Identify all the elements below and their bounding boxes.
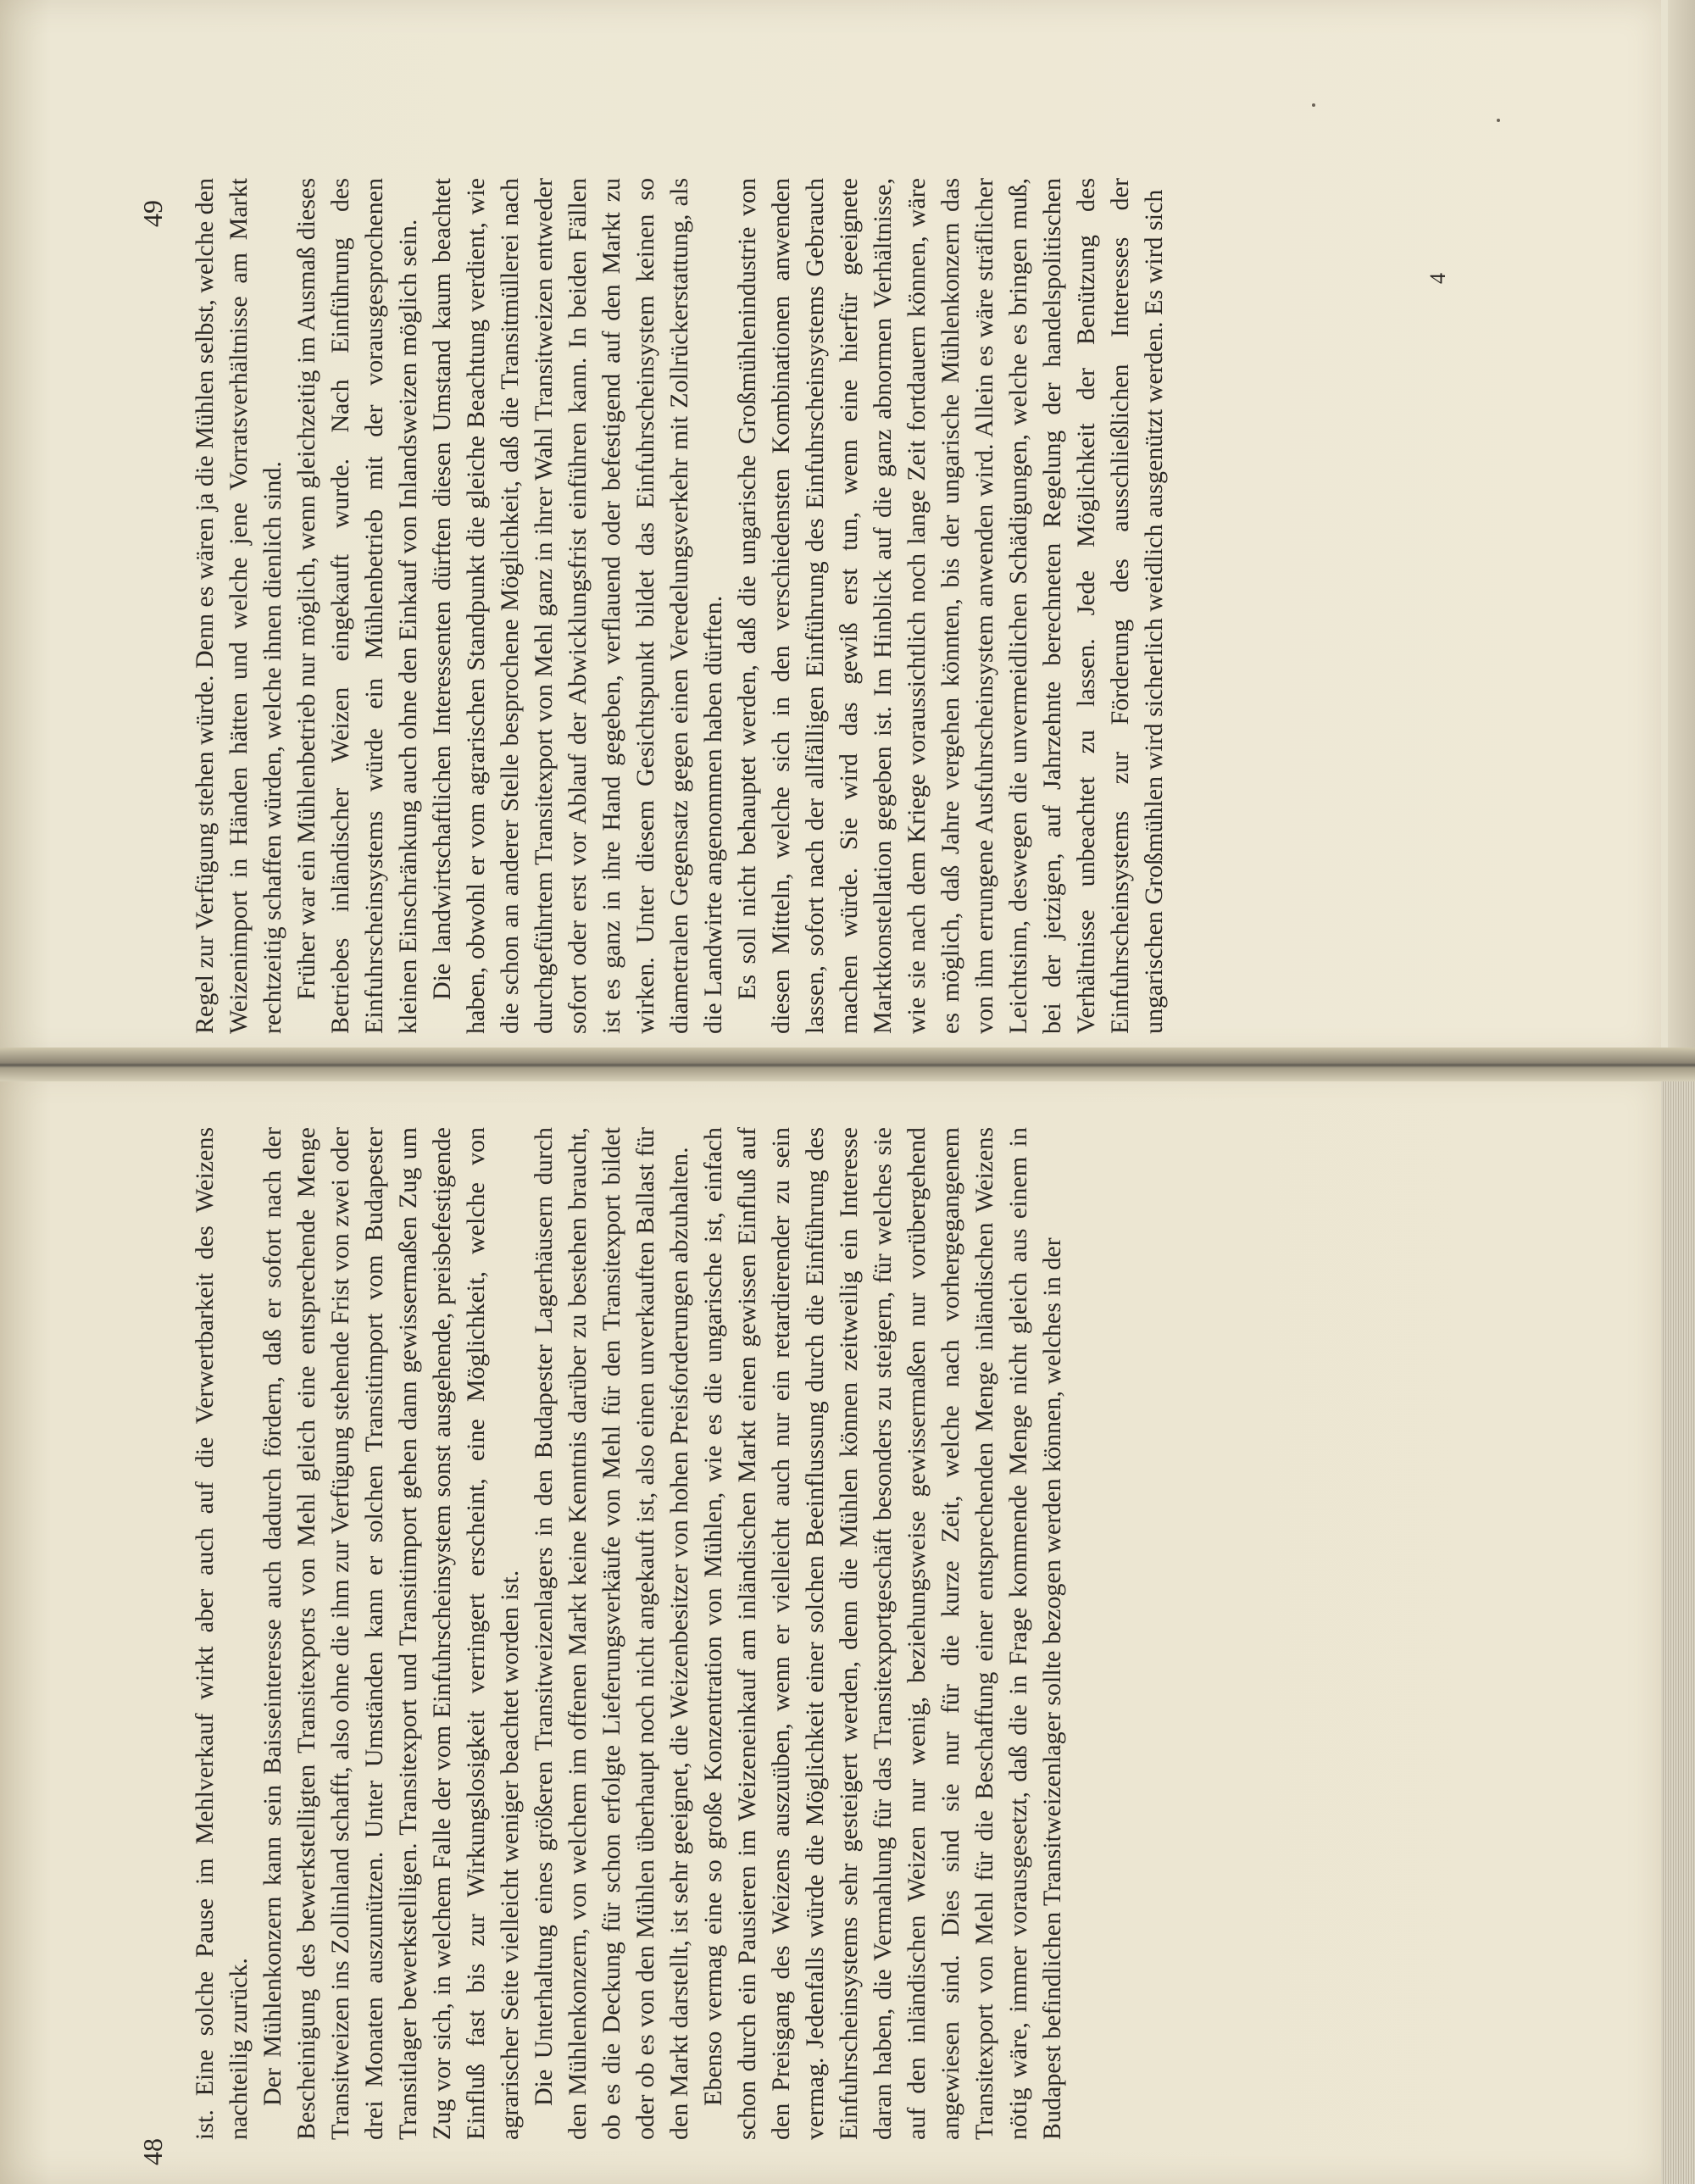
paragraph: Der Mühlenkonzern kann sein Baisseinteresse auch dadurch fördern, daß er sofort nach der Bescheinigung des bewerkstelligten Transitexports von Mehl gleich eine entsprechende Menge Transitweizen ins Zollinland schafft, also ohne die ihm zur Verfügung stehende Frist von zwei oder drei Monaten auszunützen. Unter Umständen kann er solchen Transitimport vom Budapester Transitlager bewerkstelligen. Transitexport und Transitimport gehen dann gewissermaßen Zug um Zug vor sich, in welchem Falle der vom Einfuhrscheinsystem sonst ausgehende, preisbefestigende Einfluß fast bis zur Wirkungslosigkeit verringert erscheint, eine Möglichkeit, welche von agrarischer Seite vielleicht weniger beachtet worden ist. — [258, 1127, 524, 2140]
paragraph: ist. Eine solche Pause im Mehlverkauf wirkt aber auch auf die Verwertbarkeit des Weizens nachteilig zurück. — [191, 1127, 253, 2140]
paragraph: Die landwirtschaftlichen Interessenten dürften diesen Umstand kaum beachtet haben, obwohl er vom agrarischen Standpunkt die gleiche Beachtung verdient, wie die schon an anderer Stelle besprochene Möglichkeit, daß die Transitmüllerei nach durchgeführtem Transitexport von Mehl ganz in ihrer Wahl Transitweizen entweder sofort oder erst vor Ablauf der Abwicklungsfrist einführen kann. In beiden Fällen ist es ganz in ihre Hand gegeben, verflauend oder befestigend auf den Markt zu wirken. Unter diesem Gesichtspunkt bildet das Einfuhrscheinsystem keinen so diametralen Gegensatz gegen einen Veredelungsverkehr mit Zollrückerstattung, als die Landwirte angenommen haben dürften. — [428, 178, 727, 1034]
book-gutter — [0, 1048, 1695, 1081]
paragraph: Regel zur Verfügung stehen würde. Denn es wären ja die Mühlen selbst, welche den Weizenimport in Händen hätten und welche jene Vorratsverhältnisse am Markt rechtzeitig schaffen würden, welche ihnen dienlich sind. — [191, 178, 286, 1034]
page-48-text — [188, 1127, 1070, 2140]
signature-mark: 4 — [1425, 273, 1450, 284]
paragraph: Die Unterhaltung eines größeren Transitweizenlagers in den Budapester Lagerhäusern durch den Mühlenkonzern, von welchem im offenen Markt keine Kenntnis darüber zu bestehen braucht, ob es die Deckung für schon erfolgte Lieferungsverkäufe von Mehl für den Transitexport bildet oder ob es von den Mühlen überhaupt noch nicht angekauft ist, also einen unverkauften Ballast für den Markt darstellt, ist sehr geeignet, die Weizenbesitzer von hohen Preisforderungen abzuhalten. — [530, 1127, 693, 2140]
page-number-49: 49 — [137, 200, 168, 227]
paragraph: Früher war ein Mühlenbetrieb nur möglich, wenn gleichzeitig im Ausmaß dieses Betriebes inländischer Weizen eingekauft wurde. Nach Einführung des Einfuhrscheinsystems würde ein Mühlenbetrieb mit der vorausgesprochenen kleinen Einschränkung auch ohne den Einkauf von Inlandsweizen möglich sein. — [292, 178, 422, 1034]
page-edge-upper — [1668, 0, 1695, 1051]
page-edge-lower — [1661, 1070, 1695, 2184]
paper-speck — [1312, 103, 1315, 107]
paper-speck — [1497, 119, 1500, 122]
page-49-text — [188, 178, 1171, 1034]
paragraph: Es soll nicht behauptet werden, daß die ungarische Großmühlenindustrie von diesen Mitteln, welche sich in den verschiedensten Kombinationen anwenden lassen, sofort nach der allfälligen Einführung des Einfuhrscheinsystems Gebrauch machen würde. Sie wird das gewiß erst tun, wenn eine hierfür geeignete Marktkonstellation gegeben ist. Im Hinblick auf die ganz abnormen Verhältnisse, wie sie nach dem Kriege voraussichtlich noch lange Zeit fortdauern können, wäre es möglich, daß Jahre vergehen könnten, bis der ungarische Mühlenkonzern das von ihm errungene Ausfuhrscheinsystem anwenden wird. Allein es wäre sträflicher Leichtsinn, deswegen die unvermeidlichen Schädigungen, welche es bringen muß, bei der jetzigen, auf Jahrzehnte berechneten Regelung der handelspolitischen Verhältnisse unbeachtet zu lassen. Jede Möglichkeit der Benützung des Einfuhrscheinsystems zur Förderung des ausschließlichen Interesses der ungarischen Großmühlen wird sicherlich weidlich ausgenützt werden. Es wird sich — [733, 178, 1168, 1034]
paragraph: Ebenso vermag eine so große Konzentration von Mühlen, wie es die ungarische ist, einfach schon durch ein Pausieren im Weizeneinkauf am inländischen Markt einen gewissen Einfluß auf den Preisgang des Weizens auszuüben, wenn er vielleicht auch nur ein retardierender zu sein vermag. Jedenfalls würde die Möglichkeit einer solchen Beeinflussung durch die Einführung des Einfuhrscheinsystems sehr gesteigert werden, denn die Mühlen können zeitweilig ein Interesse daran haben, die Vermahlung für das Transitexportgeschäft besonders zu steigern, für welches sie auf den inländischen Weizen nur wenig, beziehungsweise gewissermaßen nur vorübergehend angewiesen sind. Dies sind sie nur für die kurze Zeit, welche nach vorhergegangenem Transitexport von Mehl für die Beschaffung einer entsprechenden Menge inländischen Weizens nötig wäre, immer vorausgesetzt, daß die in Frage kommende Menge nicht gleich aus einem in Budapest befindlichen Transitweizenlager sollte bezogen werden können, welches in der — [699, 1127, 1066, 2140]
page-number-48: 48 — [137, 2138, 168, 2165]
